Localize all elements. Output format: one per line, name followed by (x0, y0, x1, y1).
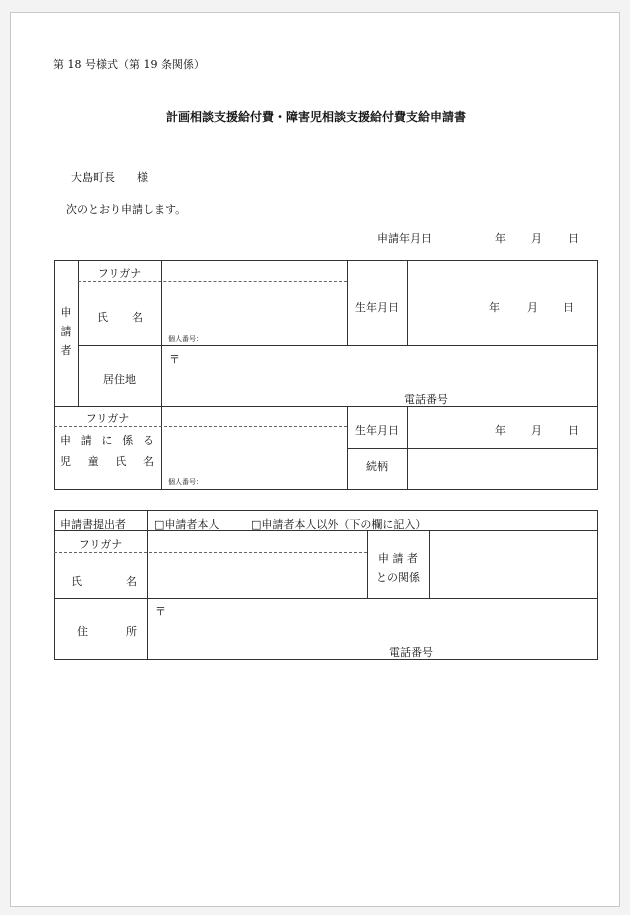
applicant-phone-label: 電話番号 (404, 393, 448, 406)
child-birth-year: 年 (495, 424, 506, 437)
applicant-furigana-field[interactable] (163, 262, 345, 280)
applicant-birth-field[interactable] (409, 262, 596, 343)
applicant-mynumber-label: 個人番号： (168, 335, 203, 343)
submitter-relation-label-2: との関係 (376, 571, 420, 584)
submitter-option-self[interactable]: □申請者本人 (154, 518, 220, 531)
submitter-name-field[interactable] (149, 554, 365, 596)
applicant-name-label: 氏 名 (97, 311, 143, 324)
applicant-birth-day: 日 (563, 301, 574, 314)
submitter-postal-mark: 〒 (155, 605, 166, 618)
applicant-birth-year: 年 (489, 301, 500, 314)
child-name-label-line2: 児 童 氏 名 (60, 455, 154, 468)
applicant-postal-mark: 〒 (169, 353, 180, 366)
applicant-birth-month: 月 (527, 301, 538, 314)
submitter-address-label: 住 所 (77, 625, 137, 638)
form-title: 計画相談支援給付費・障害児相談支援給付費支給申請書 (165, 110, 466, 124)
child-furigana-field[interactable] (163, 408, 345, 425)
child-mynumber-label: 個人番号： (168, 478, 203, 486)
applicant-name-field[interactable] (163, 283, 345, 325)
submitter-address-field[interactable] (167, 601, 591, 641)
child-birth-month: 月 (531, 424, 542, 437)
applicant-birth-label: 生年月日 (355, 301, 399, 314)
child-birth-field[interactable] (409, 408, 596, 446)
intro-text: 次のとおり申請します。 (66, 203, 187, 216)
child-relation-label: 続柄 (366, 460, 388, 473)
submitter-furigana-label: フリガナ (78, 538, 123, 551)
child-birth-label: 生年月日 (355, 424, 399, 437)
apply-date-year: 年 (495, 232, 506, 245)
applicant-section-label: 申 請 者 (60, 306, 72, 357)
child-relation-field[interactable] (409, 450, 596, 488)
submitter-furigana-field[interactable] (149, 533, 365, 551)
form-number: 第 18 号様式（第 19 条関係） (53, 58, 205, 71)
apply-date-day: 日 (568, 232, 579, 245)
apply-date-label: 申請年月日 (377, 232, 432, 245)
child-furigana-label: フリガナ (85, 412, 130, 425)
submitter-phone-label: 電話番号 (389, 646, 433, 659)
submitter-relation-label-1: 申 請 者 (378, 552, 418, 565)
child-name-field[interactable] (163, 428, 345, 468)
submitter-label: 申請書提出者 (60, 518, 126, 531)
submitter-name-label: 氏 名 (71, 575, 137, 588)
submitter-option-other[interactable]: □申請者本人以外（下の欄に記入） (251, 518, 427, 531)
applicant-furigana-label: フリガナ (97, 267, 142, 280)
apply-date-month: 月 (531, 232, 542, 245)
addressee: 大島町長 様 (71, 171, 148, 184)
applicant-address-field[interactable] (181, 349, 591, 389)
applicant-address-label: 居住地 (103, 373, 136, 386)
child-birth-day: 日 (568, 424, 579, 437)
form-page (10, 12, 620, 907)
child-name-label-line1: 申 請 に 係 る (60, 434, 154, 447)
submitter-relation-field[interactable] (431, 532, 596, 596)
